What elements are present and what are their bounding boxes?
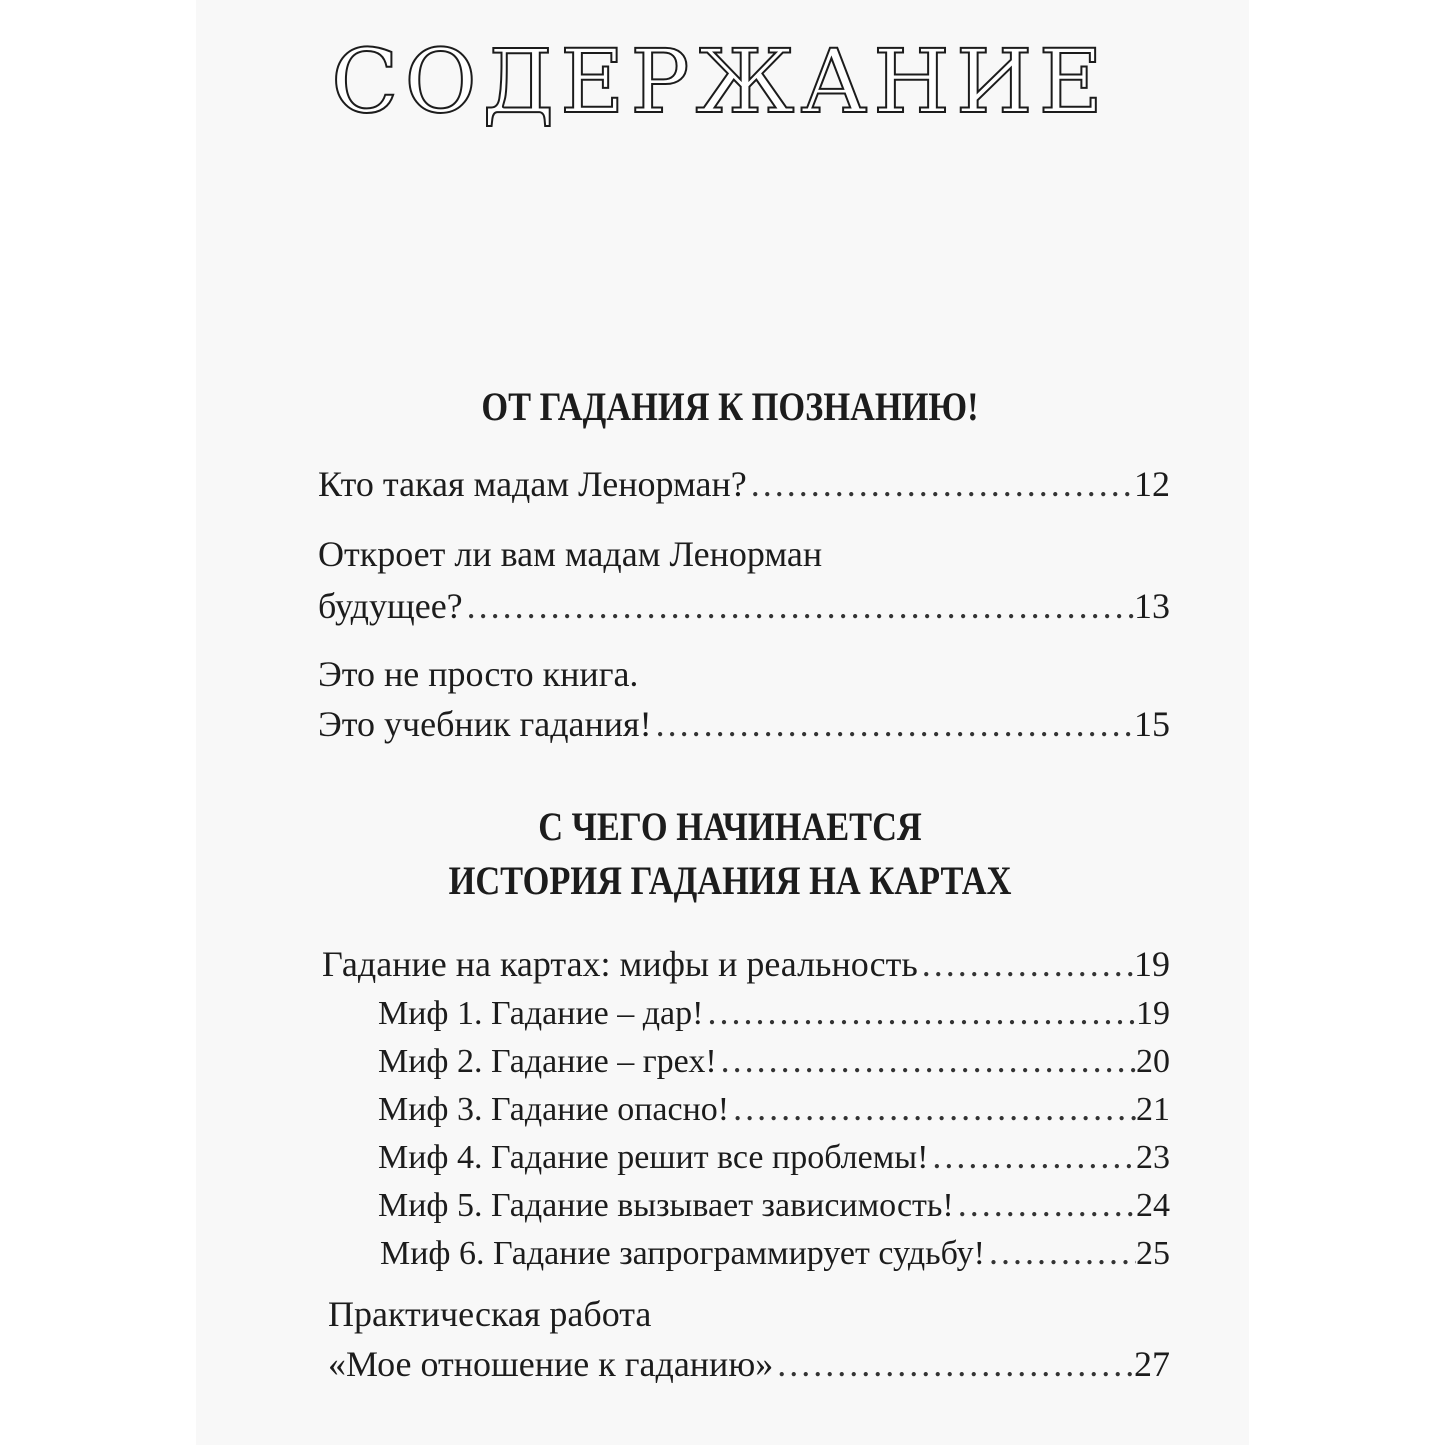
- dot-leader: [747, 460, 1134, 508]
- dot-leader: [652, 700, 1134, 748]
- toc-subentry[interactable]: [380, 1228, 1170, 1276]
- section-heading: ИСТОРИЯ ГАДАНИЯ НА КАРТАХ: [448, 858, 1012, 903]
- toc-entry-title: Миф 3. Гадание опасно!: [378, 1091, 730, 1128]
- toc-entry-page: 23: [1136, 1139, 1170, 1176]
- toc-entry-title: Гадание на картах: мифы и реальность: [322, 944, 918, 984]
- toc-entry-page: 21: [1136, 1091, 1170, 1128]
- toc-subentry[interactable]: [378, 988, 1170, 1036]
- toc-entry-line[interactable]: [328, 1290, 1170, 1338]
- toc-entry-title: Миф 1. Гадание – дар!: [378, 995, 704, 1032]
- toc-entry-title: будущее?: [318, 586, 463, 626]
- toc-subentry[interactable]: [378, 1036, 1170, 1084]
- dot-leader: [717, 1036, 1136, 1084]
- toc-subentry[interactable]: [378, 1180, 1170, 1228]
- toc-entry[interactable]: [318, 460, 1170, 508]
- toc-subentry[interactable]: [378, 1084, 1170, 1132]
- toc-entry-page: 24: [1136, 1187, 1170, 1224]
- toc-entry-title: Миф 4. Гадание решит все проблемы!: [378, 1139, 929, 1176]
- section-heading: ОТ ГАДАНИЯ К ПОЗНАНИЮ!: [481, 384, 979, 429]
- toc-entry[interactable]: [328, 1340, 1170, 1388]
- toc-entry-page: 13: [1134, 586, 1170, 626]
- toc-subentry[interactable]: [378, 1132, 1170, 1180]
- toc-entry-page: 27: [1134, 1344, 1170, 1384]
- section-heading: С ЧЕГО НАЧИНАЕТСЯ: [538, 804, 922, 849]
- toc-entry-page: 19: [1136, 995, 1170, 1032]
- toc-entry[interactable]: [318, 700, 1170, 748]
- toc-entry-page: 15: [1134, 704, 1170, 744]
- toc-entry[interactable]: [318, 582, 1170, 630]
- dot-leader: [928, 1132, 1136, 1180]
- dot-leader: [918, 940, 1134, 988]
- dot-leader: [729, 1084, 1136, 1132]
- dot-leader: [773, 1340, 1134, 1388]
- toc-entry-title: «Мое отношение к гаданию»: [328, 1344, 774, 1384]
- toc-entry-title: Откроет ли вам мадам Ленорман: [318, 534, 823, 574]
- dot-leader: [954, 1180, 1136, 1228]
- toc-entry-title: Это учебник гадания!: [318, 704, 652, 744]
- toc-entry-title: Миф 6. Гадание запрограммирует судьбу!: [380, 1235, 985, 1272]
- toc-entry-page: 20: [1136, 1043, 1170, 1080]
- toc-entry-line[interactable]: [318, 530, 1170, 578]
- toc-entry-title: Кто такая мадам Ленорман?: [318, 464, 747, 504]
- toc-entry-title: Миф 5. Гадание вызывает зависимость!: [378, 1187, 954, 1224]
- toc-entry-title: Это не просто книга.: [318, 654, 639, 694]
- toc-entry-title: Практическая работа: [328, 1294, 652, 1334]
- dot-leader: [985, 1228, 1136, 1276]
- toc-entry-page: 12: [1134, 464, 1170, 504]
- toc-entry[interactable]: [322, 940, 1170, 988]
- dot-leader: [703, 988, 1136, 1036]
- toc-entry-line[interactable]: [318, 650, 1170, 698]
- dot-leader: [463, 582, 1134, 630]
- toc-entry-title: Миф 2. Гадание – грех!: [378, 1043, 717, 1080]
- page-title: СОДЕРЖАНИЕ: [331, 30, 1109, 133]
- toc-entry-page: 25: [1136, 1235, 1170, 1272]
- toc-entry-page: 19: [1134, 944, 1170, 984]
